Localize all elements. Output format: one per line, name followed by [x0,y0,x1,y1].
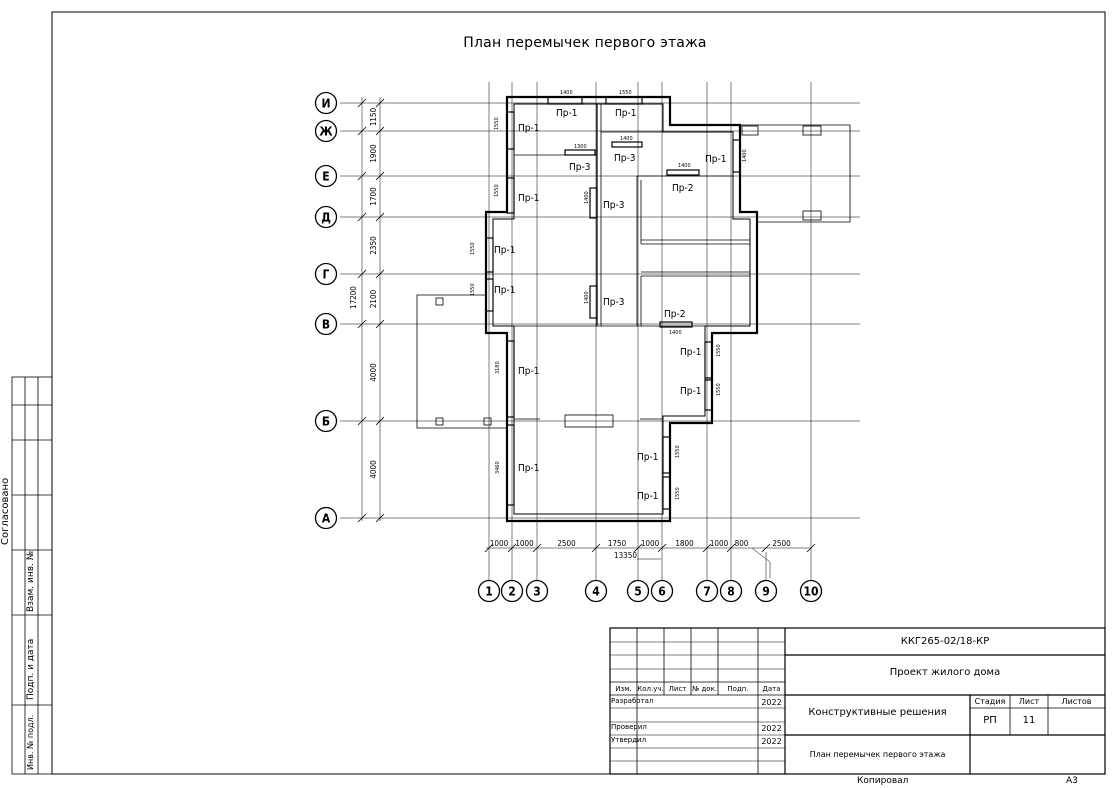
col-spacing-dim: 1000 [640,539,660,548]
role-checked: Проверил [611,723,647,731]
sheets-label: Листов [1061,697,1092,706]
col-spacing-dim: 1000 [515,539,534,548]
title-block-headers [610,685,785,695]
row-axis-label: Г [322,267,330,282]
col-axis-label: 6 [658,584,666,599]
header-kol: Кол.уч. [637,685,664,693]
lintel-dim: 3180 [495,361,501,374]
col-spacing-dim: 1800 [675,539,694,548]
lintel-label: Пр-1 [615,108,637,119]
header-izm: Изм. [615,685,632,693]
row-spacing-dim: 1700 [369,187,378,206]
year-developed: 2022 [761,698,782,707]
col-spacing-dim: 800 [734,539,749,548]
col-axis-label: 9 [762,584,770,599]
role-developed: Разработал [611,697,654,705]
lintel-label: Пр-2 [664,309,686,320]
col-axis-label: 3 [533,584,541,599]
col-axis-label: 1 [485,584,493,599]
lintel-label: Пр-1 [494,285,516,296]
title-block-sheet-name: План перемычек первого этажа [809,750,946,759]
side-signature-date: Подп. и дата [26,638,36,700]
col-spacing-dim: 1750 [607,539,627,548]
lintel-dim: 1550 [470,283,476,296]
header-podp: Подп. [727,685,749,693]
col-spacing-dim: 2500 [557,539,576,548]
lintel-label: Пр-1 [637,491,659,502]
lintel-dim: 1400 [678,163,691,169]
lintel-dim: 1550 [494,184,500,197]
col-spacing-dim: 2500 [772,539,791,548]
row-spacing-dim: 2100 [369,289,378,309]
col-axis-label: 4 [592,584,600,599]
lintel-label: Пр-1 [705,154,727,165]
lintel-dim: 1550 [675,487,681,500]
col-axis-label: 10 [803,584,819,599]
col-total-dim: 13350 [614,551,637,560]
lintel-dim: 1550 [494,117,500,130]
row-spacing-dim: 4000 [369,363,378,382]
lintel-label: Пр-3 [603,297,625,308]
col-axis-label: 7 [703,584,711,599]
col-spacing-dim: 1000 [709,539,729,548]
lintel-dim: 1400 [584,291,590,304]
row-axis-label: Д [321,210,331,225]
sheet-frame [52,12,1105,774]
side-approved: Согласовано [0,477,11,545]
lintel-label: Пр-1 [680,386,702,397]
row-axis-label: В [321,317,331,332]
row-spacing-dim: 4000 [369,460,378,479]
lintel-dim: 1550 [716,344,722,357]
row-axis-label: Ж [319,124,333,139]
lintel-label: Пр-1 [518,366,540,377]
row-spacing-dim: 1150 [369,107,378,127]
header-list: Лист [668,685,687,693]
stage-value: РП [983,715,997,726]
title-block-project: Проект жилого дома [889,667,1001,678]
title-block-section: Конструктивные решения [808,707,947,718]
year-checked: 2022 [761,724,782,733]
row-axis-label: А [321,511,331,526]
lintel-label: Пр-1 [518,193,540,204]
lintel-label: Пр-3 [603,200,625,211]
format-label: А3 [1066,776,1078,786]
porch-canopy [417,125,850,428]
row-spacing-dim: 2350 [369,236,378,255]
lintel-label: Пр-1 [556,108,578,119]
row-axis-label: Е [322,169,330,184]
lintel-dim: 1550 [470,242,476,255]
header-doc: № док. [691,685,718,693]
lintel-dim: 1550 [716,383,722,396]
row-spacing-dim: 1900 [369,144,378,163]
lintel-dim: 1550 [619,90,632,96]
sheet-value: 11 [1022,715,1036,726]
lintel-label: Пр-1 [518,463,540,474]
role-approved: Утвердил [611,736,647,744]
lintel-label: Пр-1 [637,452,659,463]
lintel-label: Пр-3 [614,153,636,164]
header-date: Дата [762,685,781,693]
col-axis-label: 2 [508,584,516,599]
title-block-code: ККГ265-02/18-КР [900,636,990,647]
drawing-title: План перемычек первого этажа [463,35,707,51]
stage-label: Стадия [974,697,1006,706]
lintel-label: Пр-3 [569,162,591,173]
col-axis-label: 5 [634,584,642,599]
col-spacing-dim: 1000 [489,539,509,548]
lintel-dim: 3460 [495,461,501,474]
lintel-dim: 1300 [574,144,587,150]
row-axis-label: Б [321,414,331,429]
lintel-label: Пр-2 [672,183,694,194]
lintel-dim: 1400 [560,90,573,96]
lintel-label: Пр-1 [494,245,516,256]
lintel-label: Пр-1 [518,123,540,134]
sheet-label: Лист [1018,697,1040,706]
copied-label: Копировал [857,776,909,786]
year-approved: 2022 [761,737,782,746]
lintel-dim: 1400 [584,191,590,204]
row-axis-label: И [321,96,331,111]
lintel-dim: 1400 [742,149,748,162]
side-inv-original: Инв. № подл. [26,714,35,770]
lintel-dim: 1400 [620,136,633,142]
side-replacement-inv: Взам. инв. № [26,550,36,612]
lintel-dim: 1400 [669,330,682,336]
lintel-labels [494,108,726,502]
lintel-dim: 1550 [675,445,681,458]
col-axis-label: 8 [727,584,735,599]
row-total-dim: 17200 [349,286,358,309]
lintel-label: Пр-1 [680,347,702,358]
